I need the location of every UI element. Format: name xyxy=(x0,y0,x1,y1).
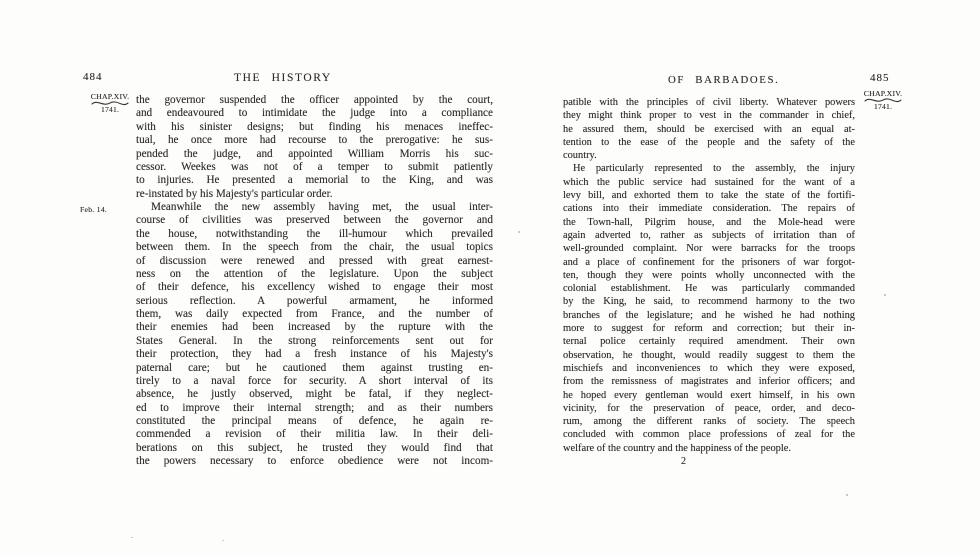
text-line: them, was daily expected from France, and the number of xyxy=(136,308,493,320)
text-line: tention to the ease of the people and the safety of the xyxy=(563,136,855,148)
text-line: re-instated by his Majesty's particular order. xyxy=(136,187,333,200)
right-running-head: OF BARBADOES. xyxy=(668,74,780,86)
right-page-number: 485 xyxy=(870,72,890,84)
text-line: their protection, they had a fresh instance of his Majesty's xyxy=(136,348,493,361)
chapter-year: 1741. xyxy=(100,105,120,114)
text-line: concluded with common place professions of zeal for the xyxy=(563,429,855,441)
text-line: and a place of confinement for the prisoners of war forgot- xyxy=(563,256,855,268)
scan-speck xyxy=(131,537,133,538)
signature-mark: 2 xyxy=(681,456,686,467)
text-line: tirely to a naval force for security. A short interval of its xyxy=(136,374,493,387)
text-line: colonial establishment. He was particularly commanded xyxy=(563,283,855,295)
left-margin-chapter-note xyxy=(82,92,138,114)
text-line: of their defence, his excellency wished to engage their most xyxy=(136,281,493,294)
text-line: the governor suspended the officer appointed by the court, xyxy=(136,94,493,106)
right-margin-chapter-note xyxy=(856,89,910,111)
text-line: ternal police certainly required amendment. Their own xyxy=(563,336,855,348)
text-line: again adverted to, rather as subjects of irritation than of xyxy=(563,229,855,241)
chapter-label: CHAP.XIV. xyxy=(863,89,903,98)
scan-speck xyxy=(846,494,848,496)
text-line: ed to improve their internal strength; and as their numbers xyxy=(136,401,493,414)
text-line: their enemies had been increased by the rupture with the xyxy=(136,321,493,334)
left-page-text-column xyxy=(136,94,493,469)
text-line: commended a revision of their militia law. In their deli- xyxy=(136,428,493,441)
text-line: Meanwhile the new assembly having met, the usual inter- xyxy=(151,201,493,213)
right-page-text-column xyxy=(563,96,855,455)
text-line: well-grounded complaint. Nor were barracks for the troops xyxy=(563,243,855,255)
text-line: He particularly represented to the assembly, the injury xyxy=(573,163,855,175)
scan-speck xyxy=(222,540,224,541)
text-line: patible with the principles of civil liberty. Whatever powers xyxy=(563,97,855,108)
left-page-number: 484 xyxy=(83,71,103,83)
text-line: welfare of the country and the happiness of the people. xyxy=(563,442,791,454)
text-line: they might think proper to vest in the commander in chief, xyxy=(563,110,855,122)
text-line: from the remissness of magistrates and inferior officers; and xyxy=(563,376,855,388)
text-line: he assured them, should be exercised with an equal at- xyxy=(563,123,855,135)
text-line: ten, though they were points wholly unconnected with the xyxy=(563,269,855,281)
text-line: between them. In the speech from the chair, the usual topics xyxy=(136,241,493,254)
text-line: the house, notwithstanding the ill-humour which prevailed xyxy=(136,227,493,240)
scan-speck xyxy=(884,294,886,296)
text-line: tual, he once more had recourse to the prerogative: he sus- xyxy=(136,134,493,147)
text-line: course of civilities was preserved between the governor and xyxy=(136,214,493,227)
text-line: paternal care; but he cautioned them against trusting en- xyxy=(136,361,493,374)
chapter-year: 1741. xyxy=(873,102,893,111)
scan-speck xyxy=(518,231,520,233)
text-line: branches of the legislature; and he wished he had nothing xyxy=(563,309,855,321)
left-running-head: THE HISTORY xyxy=(234,72,332,84)
chapter-label: CHAP.XIV. xyxy=(90,92,130,101)
text-line: pended the judge, and appointed William Morris his suc- xyxy=(136,147,493,160)
text-line: of discussion were renewed and pressed with great earnest- xyxy=(136,254,493,267)
text-line: States General. In the strong reinforcements sent out for xyxy=(136,334,493,347)
text-line: cessor. Weekes was not of a temper to submit patiently xyxy=(136,160,493,173)
text-line: with his sinister designs; but finding his menaces ineffec- xyxy=(136,120,493,133)
text-line: vicinity, for the preservation of peace, order, and deco- xyxy=(563,402,855,414)
text-line: berations on this subject, he trusted they would find that xyxy=(136,441,493,454)
text-line: ness on the attention of the legislature. Upon the subject xyxy=(136,267,493,280)
text-line: the Town-hall, Pilgrim house, and the Mole-head were xyxy=(563,216,855,228)
text-line: cations into their immediate consideration. The repairs of xyxy=(563,203,855,215)
text-line: the powers necessary to enforce obedience were not incom- xyxy=(136,455,493,468)
text-line: to injuries. He presented a memorial to the King, and was xyxy=(136,174,493,187)
text-line: mischiefs and inconveniences to which they were exposed, xyxy=(563,362,855,374)
text-line: rum, among the different ranks of society. The speech xyxy=(563,416,855,428)
text-line: serious reflection. A powerful armament, he informed xyxy=(136,294,493,307)
text-line: which the public service had sustained for the want of a xyxy=(563,176,855,188)
text-line: and endeavoured to intimidate the judge into a compliance xyxy=(136,107,493,120)
text-line: by the King, he said, to recommend harmony to the two xyxy=(563,296,855,308)
text-line: absence, he justly observed, might be fatal, if they neglect- xyxy=(136,388,493,401)
text-line: constituted the principal means of defence, he again re- xyxy=(136,415,493,427)
left-margin-date-note: Feb. 14. xyxy=(80,205,107,214)
text-line: country. xyxy=(563,150,597,162)
text-line: observation, he thought, would readily suggest to them the xyxy=(563,349,855,361)
text-line: more to suggest for reform and correction; but their in- xyxy=(563,323,855,335)
text-line: levy bill, and exhorted them to take the state of the fortifi- xyxy=(563,190,855,202)
text-line: he hoped every gentleman would exert himself, in his own xyxy=(563,389,855,401)
